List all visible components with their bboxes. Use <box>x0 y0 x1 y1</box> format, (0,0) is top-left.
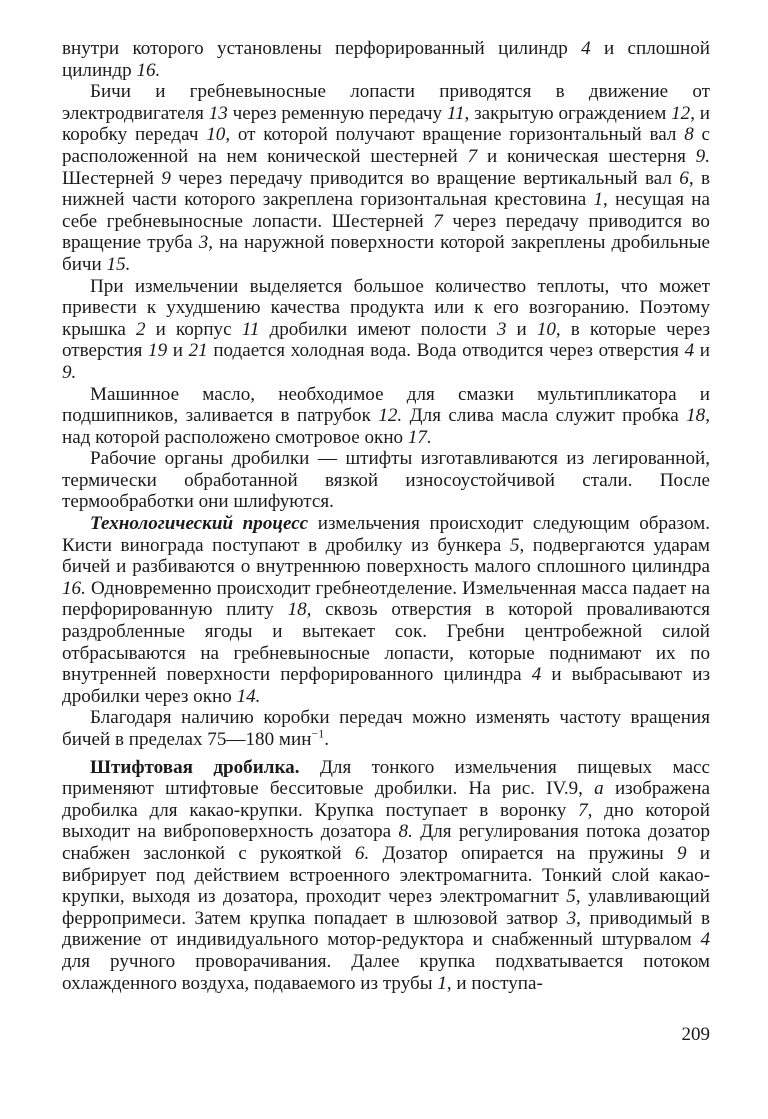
text-run: изображена дробилка для какао-крупки. Крупка поступает в воронку <box>62 778 710 821</box>
text-run: сквозь отверстия в которой проваливаются раздробленные ягоды и вытекает сок. Гребни центробежной силой отбрасываются на гребневыносные лопасти, которые поднимают их по внутренней поверхности перфорированного цилиндра <box>62 599 710 686</box>
figure-reference: 18, <box>287 599 312 621</box>
figure-reference: 4 <box>700 929 710 951</box>
text-run: , в нижней части которого закреплена горизонтальная крестовина <box>62 167 710 211</box>
figure-reference: 15. <box>106 253 131 275</box>
text-run: , несущая на себе гребневыносные лопасти. Шестерней <box>62 189 710 232</box>
text-run: Для тонкого измельчения пищевых масс применяют штифтовые бесситовые дробилки. На рис. IV.9, <box>62 756 710 800</box>
text-run: и вибрирует под действием встроенного электромагнита. Тонкий слой какао-крупки, выходя из дозатора, проходит через электромагнит <box>62 842 711 908</box>
text-run: Шестерней <box>62 167 162 189</box>
text-run: подается холодная вода. Вода отводится через отверстия <box>207 340 685 362</box>
figure-reference: 7 <box>433 210 443 232</box>
text-run: с расположенной на нем конической шестерней <box>62 124 710 167</box>
figure-reference: 9 <box>161 167 171 189</box>
figure-reference: 10 <box>536 318 556 340</box>
text-run: и <box>167 340 189 362</box>
figure-reference: 7 <box>578 799 588 821</box>
run-in-heading: Штифтовая дробилка. <box>90 756 300 778</box>
figure-reference: а <box>594 778 604 800</box>
figure-reference: 3 <box>566 907 577 929</box>
text-run: Рабочие органы дробилки — штифты изготавливаются из легированной, термически обработанной вязкой износоустойчивой стали. После термообработки они шлифуются. <box>62 448 710 513</box>
text-run: . <box>324 729 329 750</box>
figure-reference: 14. <box>236 685 261 707</box>
text-run: через ременную передачу <box>227 102 447 124</box>
text-run: Дозатор опирается на пружины <box>369 842 677 864</box>
figure-reference: 10 <box>206 124 226 146</box>
figure-reference: 1 <box>437 972 447 994</box>
text-run: и выбрасывают из дробилки через окно <box>62 664 710 707</box>
text-run: , от которой получают вращение горизонтальный вал <box>225 124 685 146</box>
figure-reference: 4 <box>531 664 542 686</box>
text-run: , закрытую ограждением <box>464 102 672 124</box>
figure-reference: 16. <box>62 577 86 599</box>
figure-reference: 5 <box>566 886 576 908</box>
paragraph <box>62 757 710 995</box>
figure-reference: 1 <box>593 189 604 211</box>
text-run: дробилки имеют полости <box>259 318 497 340</box>
text-run: , над которой расположено смотровое окно <box>62 405 710 448</box>
figure-reference: 6. <box>354 842 370 864</box>
figure-reference: 9. <box>62 361 77 383</box>
text-run: Бичи и гребневыносные лопасти приводятся в движение от электродвигателя <box>62 81 710 124</box>
text-run: , в которые через отверстия <box>62 318 711 362</box>
figure-reference: 13 <box>208 102 228 124</box>
text-run: −1 <box>311 726 325 741</box>
text-run: , и поступа- <box>446 972 543 994</box>
page-body <box>62 38 710 994</box>
text-run: , приводимый в движение от индивидуального мотор-редуктора и снабженный штурвалом <box>62 907 710 951</box>
text-run: внутри которого установлены перфорированный цилиндр <box>62 38 582 59</box>
figure-reference: 16. <box>136 59 161 81</box>
figure-reference: 2 <box>135 318 146 340</box>
figure-reference: 21 <box>188 340 208 362</box>
text-run: , на наружной поверхности которой закреплены дробильные бичи <box>62 232 711 275</box>
figure-reference: 7 <box>467 145 478 167</box>
figure-reference: 12 <box>671 102 691 124</box>
figure-reference: 8 <box>684 124 694 146</box>
figure-reference: 11 <box>446 102 465 124</box>
text-run: , улавливающий ферропримеси. Затем крупка попадает в шлюзовой затвор <box>62 886 710 929</box>
text-run: При измельчении выделяется большое количество теплоты, что может привести к ухудшению качества продукта или к его возгоранию. Поэтому крышка <box>62 275 710 340</box>
text-run: Одновременно происходит гребнеотделение. Измельченная масса падает на перфорированную плиту <box>62 577 710 621</box>
figure-reference: 19 <box>148 340 168 362</box>
text-run: Для слива масла служит пробка <box>402 405 687 427</box>
figure-reference: 9. <box>695 145 710 167</box>
figure-reference: 12. <box>378 405 403 427</box>
paragraph <box>62 384 710 449</box>
text-run: и сплошной цилиндр <box>62 38 711 81</box>
figure-reference: 4 <box>684 340 695 362</box>
paragraph <box>62 513 710 707</box>
paragraph <box>62 448 710 513</box>
figure-reference: 17. <box>407 426 432 448</box>
text-run: Для регулирования потока дозатор снабжен заслонкой с рукояткой <box>62 821 711 864</box>
figure-reference: 9 <box>677 842 687 864</box>
text-run: и <box>694 340 710 362</box>
figure-reference: 11 <box>241 318 260 340</box>
figure-reference: 18 <box>686 405 706 427</box>
text-run: для ручного проворачивания. Далее крупка подхватывается потоком охлажденного воздуха, подаваемого из трубы <box>62 950 710 994</box>
figure-reference: 8. <box>398 821 413 843</box>
figure-reference: 6 <box>679 167 689 189</box>
text-run: , дно которой выходит на виброповерхность дозатора <box>62 799 710 843</box>
text-run: и корпус <box>145 318 242 340</box>
paragraph <box>62 707 710 750</box>
paragraph <box>62 276 710 384</box>
text-run: и <box>506 318 537 340</box>
paragraph <box>62 81 710 275</box>
text-run: , подвергаются ударам бичей и разбиваются о внутреннюю поверхность малого сплошного цилиндра <box>62 534 711 578</box>
text-run: Машинное масло, необходимое для смазки мультипликатора и подшипников, заливается в патрубок <box>62 383 710 427</box>
figure-reference: 5 <box>509 534 520 556</box>
text-run: измельчения происходит следующим образом. Кисти винограда поступают в дробилку из бункера <box>62 513 710 556</box>
figure-reference: 3 <box>496 318 507 340</box>
figure-reference: 4 <box>581 38 591 59</box>
run-in-heading: Технологический процесс <box>90 513 309 535</box>
paragraph <box>62 38 710 81</box>
text-run: через передачу приводится во вращение вертикальный вал <box>170 167 680 189</box>
text-run: через передачу приводится во вращение труба <box>62 210 710 254</box>
page-number: 209 <box>681 1024 710 1045</box>
text-run: , и коробку передач <box>62 102 710 146</box>
figure-reference: 3 <box>198 232 209 254</box>
text-run: Благодаря наличию коробки передач можно изменять частоту вращения бичей в пределах 75—180 мин <box>62 707 710 750</box>
text-run: и коническая шестерня <box>477 145 696 167</box>
